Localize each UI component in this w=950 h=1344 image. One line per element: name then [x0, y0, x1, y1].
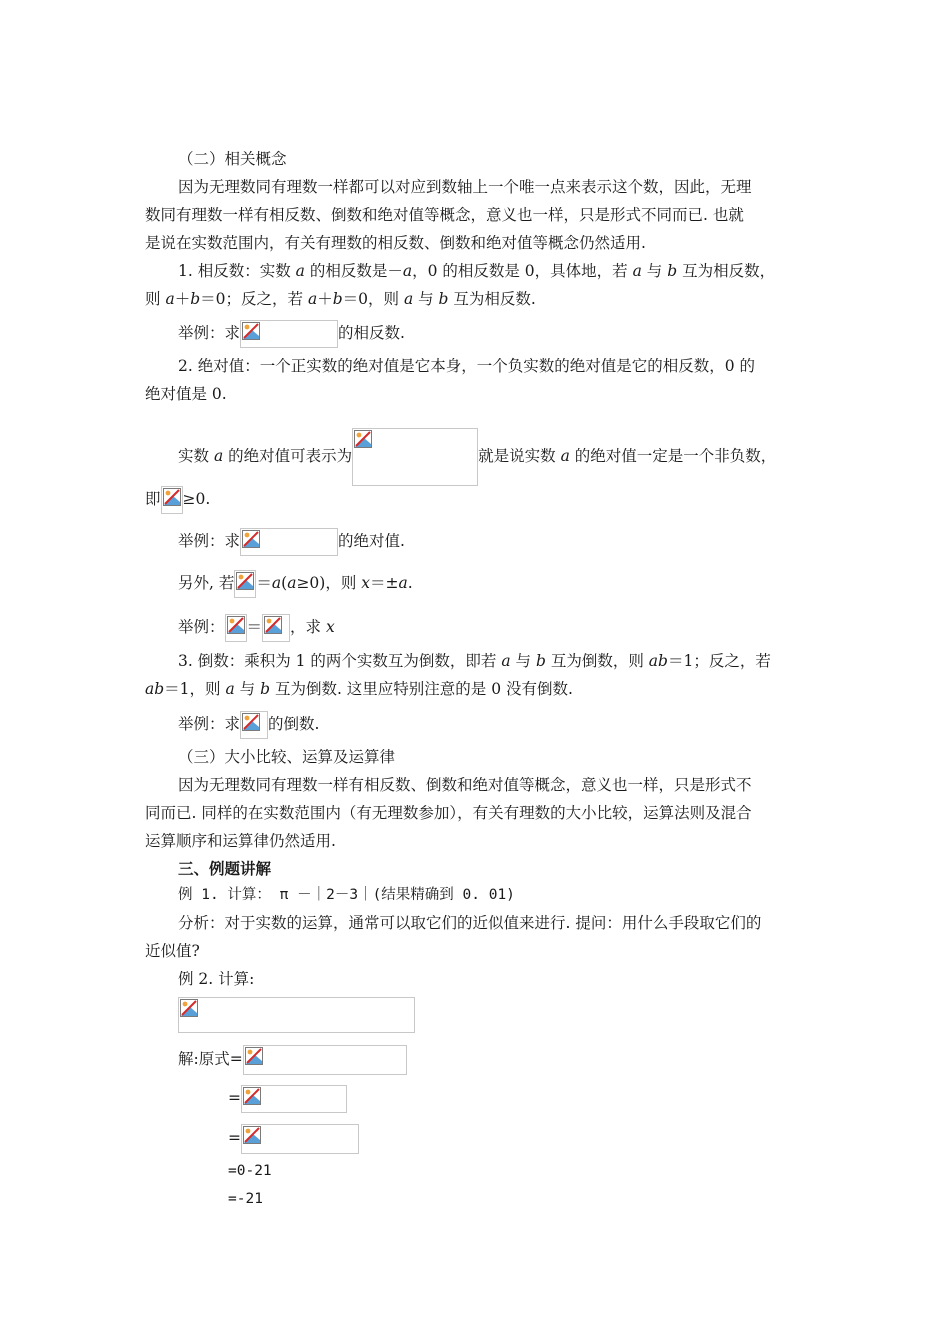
image-placeholder-icon: [163, 488, 181, 506]
formula-image: [225, 614, 247, 642]
formula-image: [241, 1085, 347, 1113]
image-placeholder-icon: [180, 999, 198, 1017]
opposite-definition-line: 1. 相反数：实数 a 的相反数是－a，0 的相反数是 0，具体地，若 a 与 b 互为相反数，: [178, 262, 776, 280]
analysis-line: 近似值?: [145, 942, 200, 960]
section-heading-related-concepts: （二）相关概念: [178, 150, 287, 168]
solution-line: 解:原式=: [178, 1045, 407, 1075]
opposite-example: 举例：求 的相反数.: [178, 320, 405, 348]
paragraph-line: 因为无理数同有理数一样有相反数、倒数和绝对值等概念，意义也一样，只是形式不: [178, 776, 752, 794]
absolute-definition-line: 2. 绝对值：一个正实数的绝对值是它本身，一个负实数的绝对值是它的相反数，0 的: [178, 357, 756, 375]
formula-image: [234, 570, 256, 598]
reciprocal-example: 举例：求 的倒数.: [178, 711, 319, 739]
image-placeholder-icon: [354, 430, 372, 448]
image-placeholder-icon: [264, 616, 282, 634]
formula-image: [240, 528, 338, 556]
formula-image: [352, 428, 478, 486]
section-heading-examples: 三、例题讲解: [178, 860, 272, 878]
absolute-nonnegative-line: 即 ≥0.: [145, 486, 210, 514]
image-placeholder-icon: [236, 572, 254, 590]
example-2-formula: [178, 997, 415, 1033]
image-placeholder-icon: [242, 713, 260, 731]
opposite-definition-line: 则 a＋b＝0；反之，若 a＋b＝0，则 a 与 b 互为相反数.: [145, 290, 536, 308]
formula-image: [240, 320, 338, 348]
image-placeholder-icon: [227, 616, 245, 634]
example-2: 例 2. 计算:: [178, 970, 255, 988]
reciprocal-definition-line: ab＝1，则 a 与 b 互为倒数. 这里应特别注意的是 0 没有倒数.: [145, 680, 573, 698]
solution-step: =: [228, 1124, 359, 1154]
image-placeholder-icon: [243, 1126, 261, 1144]
image-placeholder-icon: [243, 1087, 261, 1105]
paragraph-line: 因为无理数同有理数一样都可以对应到数轴上一个唯一点来表示这个数，因此，无理: [178, 178, 752, 196]
example-1: 例 1. 计算： π －｜2－3｜(结果精确到 0. 01): [178, 887, 515, 903]
solution-step: =-21: [228, 1191, 263, 1207]
absolute-example: 举例：求 的绝对值.: [178, 528, 405, 556]
solution-step: =0-21: [228, 1163, 272, 1179]
section-heading-comparison: （三）大小比较、运算及运算律: [178, 748, 396, 766]
analysis-line: 分析：对于实数的运算，通常可以取它们的近似值来进行. 提问：用什么手段取它们的: [178, 914, 762, 932]
formula-image: [262, 614, 290, 642]
absolute-notation-line: 实数 a 的绝对值可表示为 就是说实数 a 的绝对值一定是一个非负数，: [178, 428, 776, 486]
formula-image: [178, 997, 415, 1033]
paragraph-line: 数同有理数一样有相反数、倒数和绝对值等概念，意义也一样，只是形式不同而已. 也就: [145, 206, 744, 224]
absolute-example-2: 举例： ＝ ，求 x: [178, 614, 335, 642]
solution-step: =: [228, 1085, 347, 1113]
paragraph-line: 是说在实数范围内，有关有理数的相反数、倒数和绝对值等概念仍然适用.: [145, 234, 646, 252]
absolute-equation-line: 另外, 若 ＝a(a≥0)，则 x＝±a.: [178, 570, 413, 598]
paragraph-line: 同而已. 同样的在实数范围内（有无理数参加），有关有理数的大小比较，运算法则及混合: [145, 804, 752, 822]
reciprocal-definition-line: 3. 倒数：乘积为 1 的两个实数互为倒数，即若 a 与 b 互为倒数，则 ab＝1；反之，若: [178, 652, 771, 670]
paragraph-line: 运算顺序和运算律仍然适用.: [145, 832, 336, 850]
image-placeholder-icon: [242, 322, 260, 340]
absolute-definition-line: 绝对值是 0.: [145, 385, 227, 403]
image-placeholder-icon: [242, 530, 260, 548]
formula-image: [241, 1124, 359, 1154]
formula-image: [161, 486, 183, 514]
formula-image: [243, 1045, 407, 1075]
image-placeholder-icon: [245, 1047, 263, 1065]
formula-image: [240, 711, 268, 739]
